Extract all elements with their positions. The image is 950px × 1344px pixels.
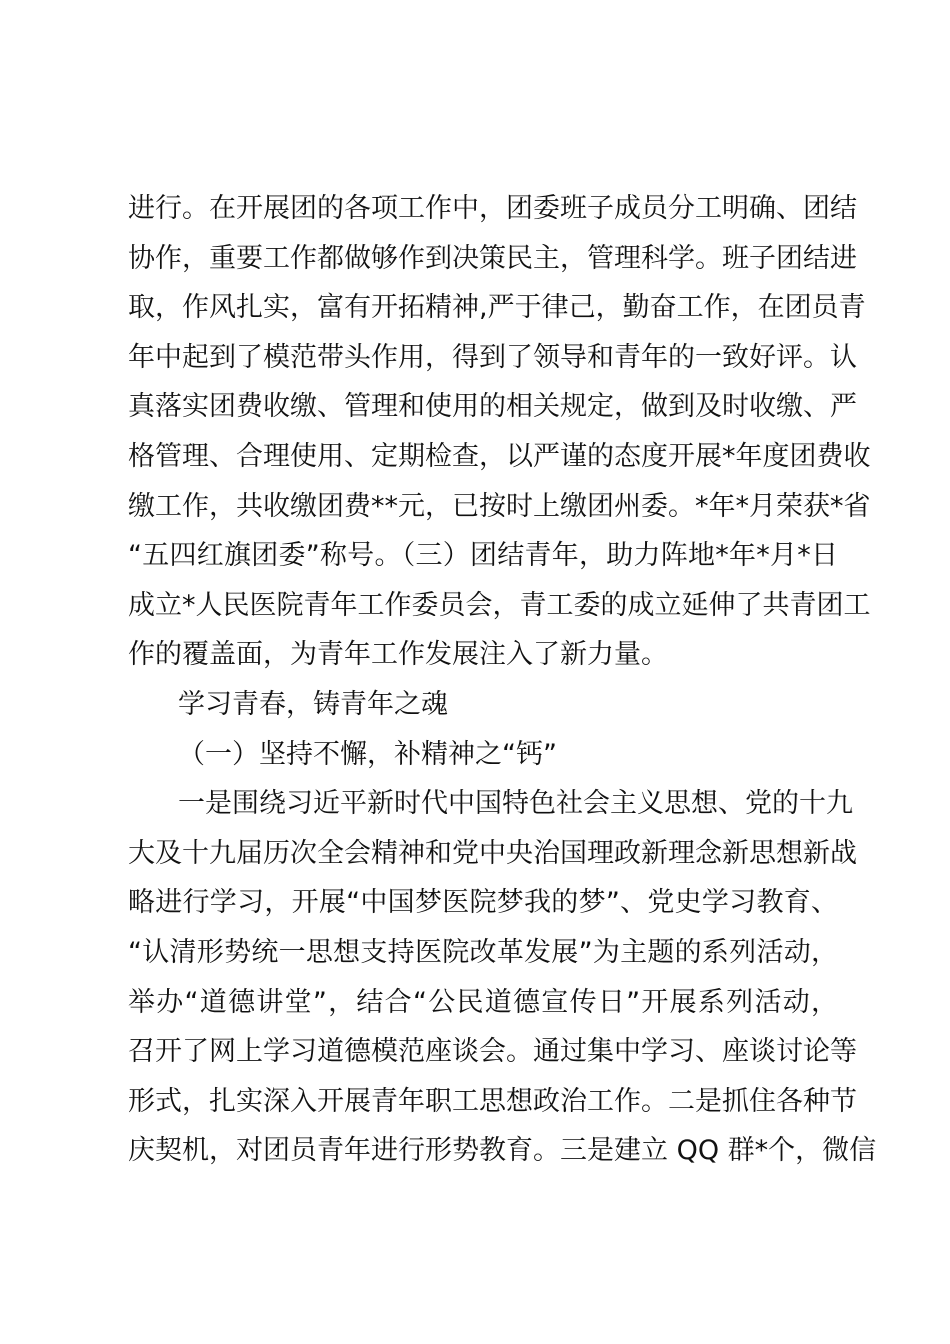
document-body [128,184,877,1176]
paragraph-line: 真落实团费收缴、管理和使用的相关规定，做到及时收缴、严 [128,391,857,423]
paragraph-line: 庆契机，对团员青年进行形势教育。三是建立 QQ 群*个，微信 [128,1135,877,1167]
paragraph-line: 形式，扎实深入开展青年职工思想政治工作。二是抓住各种节 [128,1085,857,1117]
paragraph-line: 年中起到了模范带头作用，得到了领导和青年的一致好评。认 [128,341,857,373]
paragraph-line: “五四红旗团委”称号。（三）团结青年，助力阵地*年*月*日 [128,540,838,572]
paragraph-line: 成立*人民医院青年工作委员会，青工委的成立延伸了共青团工 [128,589,871,621]
subsection-heading: （一）坚持不懈，补精神之“钙” [178,738,557,770]
paragraph-line: 进行。在开展团的各项工作中，团委班子成员分工明确、团结 [128,193,857,224]
paragraph-line: 格管理、合理使用、定期检查，以严谨的态度开展*年度团费收 [128,440,871,472]
paragraph-line: “认清形势统一思想支持医院改革发展”为主题的系列活动， [128,936,838,968]
paragraph-line: 取，作风扎实，富有开拓精神,严于律己，勤奋工作，在团员青 [128,292,866,324]
paragraph-line: 一是围绕习近平新时代中国特色社会主义思想、党的十九 [178,788,853,820]
paragraph-line: 略进行学习，开展“中国梦医院梦我的梦”、党史学习教育、 [128,887,838,919]
paragraph-line: 协作，重要工作都做够作到决策民主，管理科学。班子团结进 [128,242,857,274]
paragraph-line: 召开了网上学习道德模范座谈会。通过集中学习、座谈讨论等 [128,1036,857,1068]
paragraph-line: 大及十九届历次全会精神和党中央治国理政新理念新思想新战 [128,837,857,869]
paragraph-line: 举办“道德讲堂”，结合“公民道德宣传日”开展系列活动， [128,986,838,1018]
paragraph-line: 作的覆盖面，为青年工作发展注入了新力量。 [128,639,668,671]
paragraph-line: 缴工作，共收缴团费**元，已按时上缴团州委。*年*月荣获*省 [128,490,871,522]
section-heading: 学习青春，铸青年之魂 [178,688,448,720]
